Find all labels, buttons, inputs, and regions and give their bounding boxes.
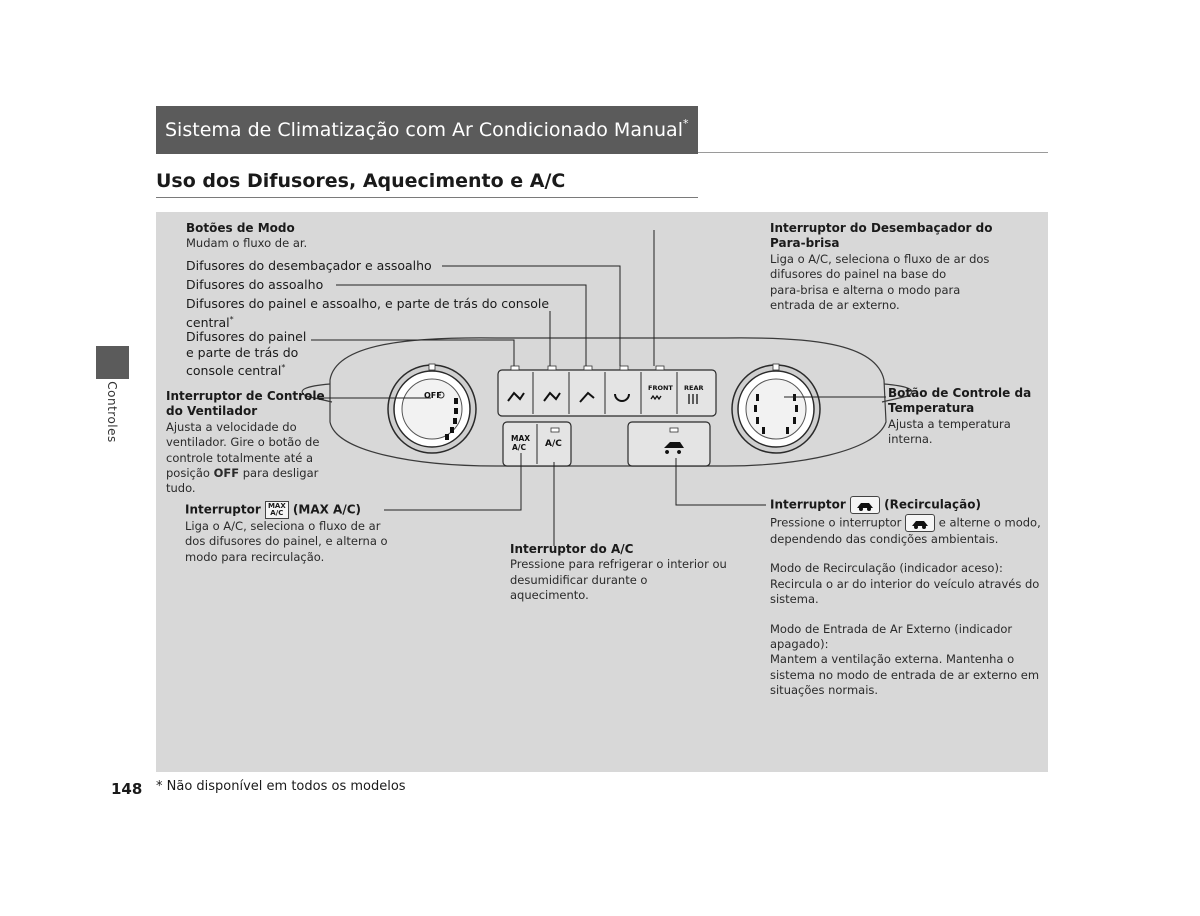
subheading: Uso dos Difusores, Aquecimento e A/C — [156, 170, 566, 192]
section-title: Sistema de Climatização com Ar Condicionado Manual — [165, 119, 683, 141]
fan-control-callout: Interruptor de Controle do Ventilador Ajusta a velocidade do ventilador. Gire o botão de controle totalmente até a posição OFF para desligar tudo. — [166, 389, 325, 496]
section-asterisk: * — [682, 117, 689, 130]
lower-button-row — [503, 422, 710, 466]
ac-button-label: A/C — [545, 439, 562, 449]
max-ac-top-label: MAX — [511, 434, 531, 443]
mode-button-row — [498, 370, 716, 416]
page-number: 148 — [111, 780, 143, 798]
front-defrost-label: FRONT — [648, 384, 673, 392]
mode-panel-label-3: console central* — [186, 363, 286, 379]
fan-off-label: OFF — [424, 391, 442, 400]
illustration-panel — [156, 212, 1048, 772]
mode-floor-label: Difusores do assoalho — [186, 277, 324, 292]
mode-panel-label: Difusores do painel — [186, 329, 307, 344]
subheading-rule — [156, 197, 698, 198]
ac-callout: Interruptor do A/C Pressione para refrigerar o interior ou desumidificar durante o aquecimento. — [510, 542, 727, 603]
mode-defrost-floor-label: Difusores do desembaçador e assoalho — [186, 258, 432, 273]
mode-panel-floor-label: Difusores do painel e assoalho, e parte de trás do console — [186, 296, 550, 311]
max-ac-bottom-label: A/C — [512, 443, 527, 452]
rear-defrost-label: REAR — [684, 384, 704, 392]
max-ac-icon: MAX A/C — [265, 501, 289, 519]
mode-buttons-callout — [186, 221, 307, 252]
mode-panel-floor-label-cont: central* — [186, 315, 234, 331]
fan-knob — [388, 364, 476, 453]
temperature-callout: Botão de Controle da Temperatura Ajusta a temperatura interna. — [888, 386, 1032, 447]
max-ac-callout: Interruptor MAX A/C (MAX A/C) Liga o A/C, seleciona o fluxo de ar dos difusores do painel, e alterna o modo para recirculação. — [185, 502, 388, 564]
temperature-knob — [732, 364, 820, 453]
chapter-label: Controles — [105, 381, 119, 443]
recirculation-icon — [850, 496, 880, 514]
section-title-tab — [156, 106, 698, 154]
footnote: * Não disponível em todos os modelos — [156, 779, 406, 794]
windshield-defrost-callout: Interruptor do Desembaçador do Para-brisa Liga o A/C, seleciona o fluxo de ar dos difusores do painel na base do para-brisa e alterna o modo para entrada de ar externo. — [770, 221, 993, 313]
chapter-tab-marker — [96, 346, 129, 379]
mode-panel-label-2: e parte de trás do — [186, 345, 299, 360]
recirculation-icon-inline — [905, 514, 935, 532]
mode-buttons-desc: Mudam o fluxo de ar. — [186, 236, 308, 251]
header-rule — [698, 152, 1048, 153]
mode-buttons-title: Botões de Modo — [186, 221, 295, 235]
recirculation-callout: Interruptor (Recirculação) Pressione o interruptor e alterne o modo, dependendo das condições ambientais. Modo de Recirculação (indicador aceso): Recircula o ar do interior do veículo através do sistema. Modo de Entrada de Ar Externo (indicador apagado): Mantem a ventilação externa. Mantenha o sistema no modo de entrada de ar externo em situações normais. — [770, 497, 1041, 698]
